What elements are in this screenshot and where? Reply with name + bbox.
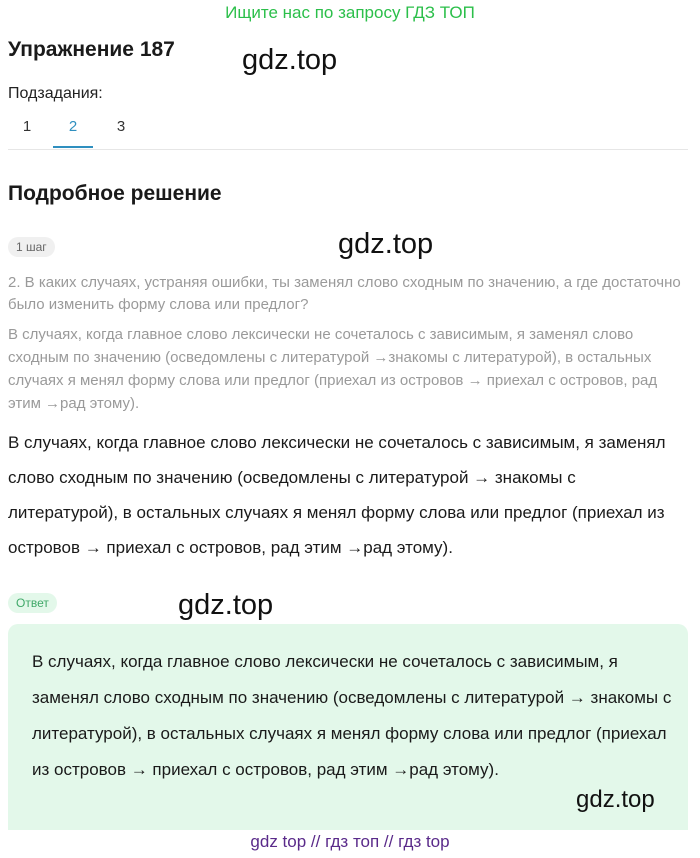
section-title: Подробное решение	[8, 182, 222, 205]
question-text: 2. В каких случаях, устраняя ошибки, ты заменял слово сходным по значению, а где достаточно было изменить форму слова или предлог?	[8, 274, 681, 313]
search-banner: Ищите нас по запросу ГДЗ ТОП	[225, 3, 475, 22]
solution-main-text: В случаях, когда главное слово лексически не сочеталось с зависимым, я заменял слово сходным по значению (осведомлены с литературой → знакомы с литературой), в остальных случаях я менял форму слова или предлог (приехал из островов → приехал с островов, рад этим →рад этому).	[8, 433, 666, 557]
footer-links: gdz top // гдз топ // гдз top	[250, 832, 450, 851]
subtasks-label: Подзадания:	[8, 85, 103, 102]
answer-badge: Ответ	[8, 593, 57, 613]
tab-subtask-1[interactable]: 1	[22, 118, 32, 135]
page-title: Упражнение 187	[8, 38, 175, 61]
tab-subtask-2[interactable]: 2	[68, 118, 78, 135]
watermark: gdz.top	[178, 589, 274, 621]
subtask-tabs	[8, 115, 688, 150]
watermark: gdz.top	[242, 44, 338, 76]
answer-text: В случаях, когда главное слово лексически не сочеталось с зависимым, я заменял слово сходным по значению (осведомлены с литературой → знакомы с литературой), в остальных случаях я менял форму слова или предлог (приехал из островов → приехал с островов, рад этим →рад этому).	[32, 652, 672, 779]
watermark: gdz.top	[338, 228, 434, 260]
tab-subtask-3[interactable]: 3	[116, 118, 126, 135]
step-badge: 1 шаг	[8, 237, 55, 257]
watermark: gdz.top	[576, 786, 655, 813]
active-tab-indicator	[53, 146, 93, 148]
solution-grey-text: В случаях, когда главное слово лексически не сочеталось с зависимым, я заменял слово сходным по значению (осведомлены с литературой →знакомы с литературой), в остальных случаях я менял форму слова или предлог (приехал из островов → приехал с островов, рад этим →рад этому).	[8, 326, 658, 412]
